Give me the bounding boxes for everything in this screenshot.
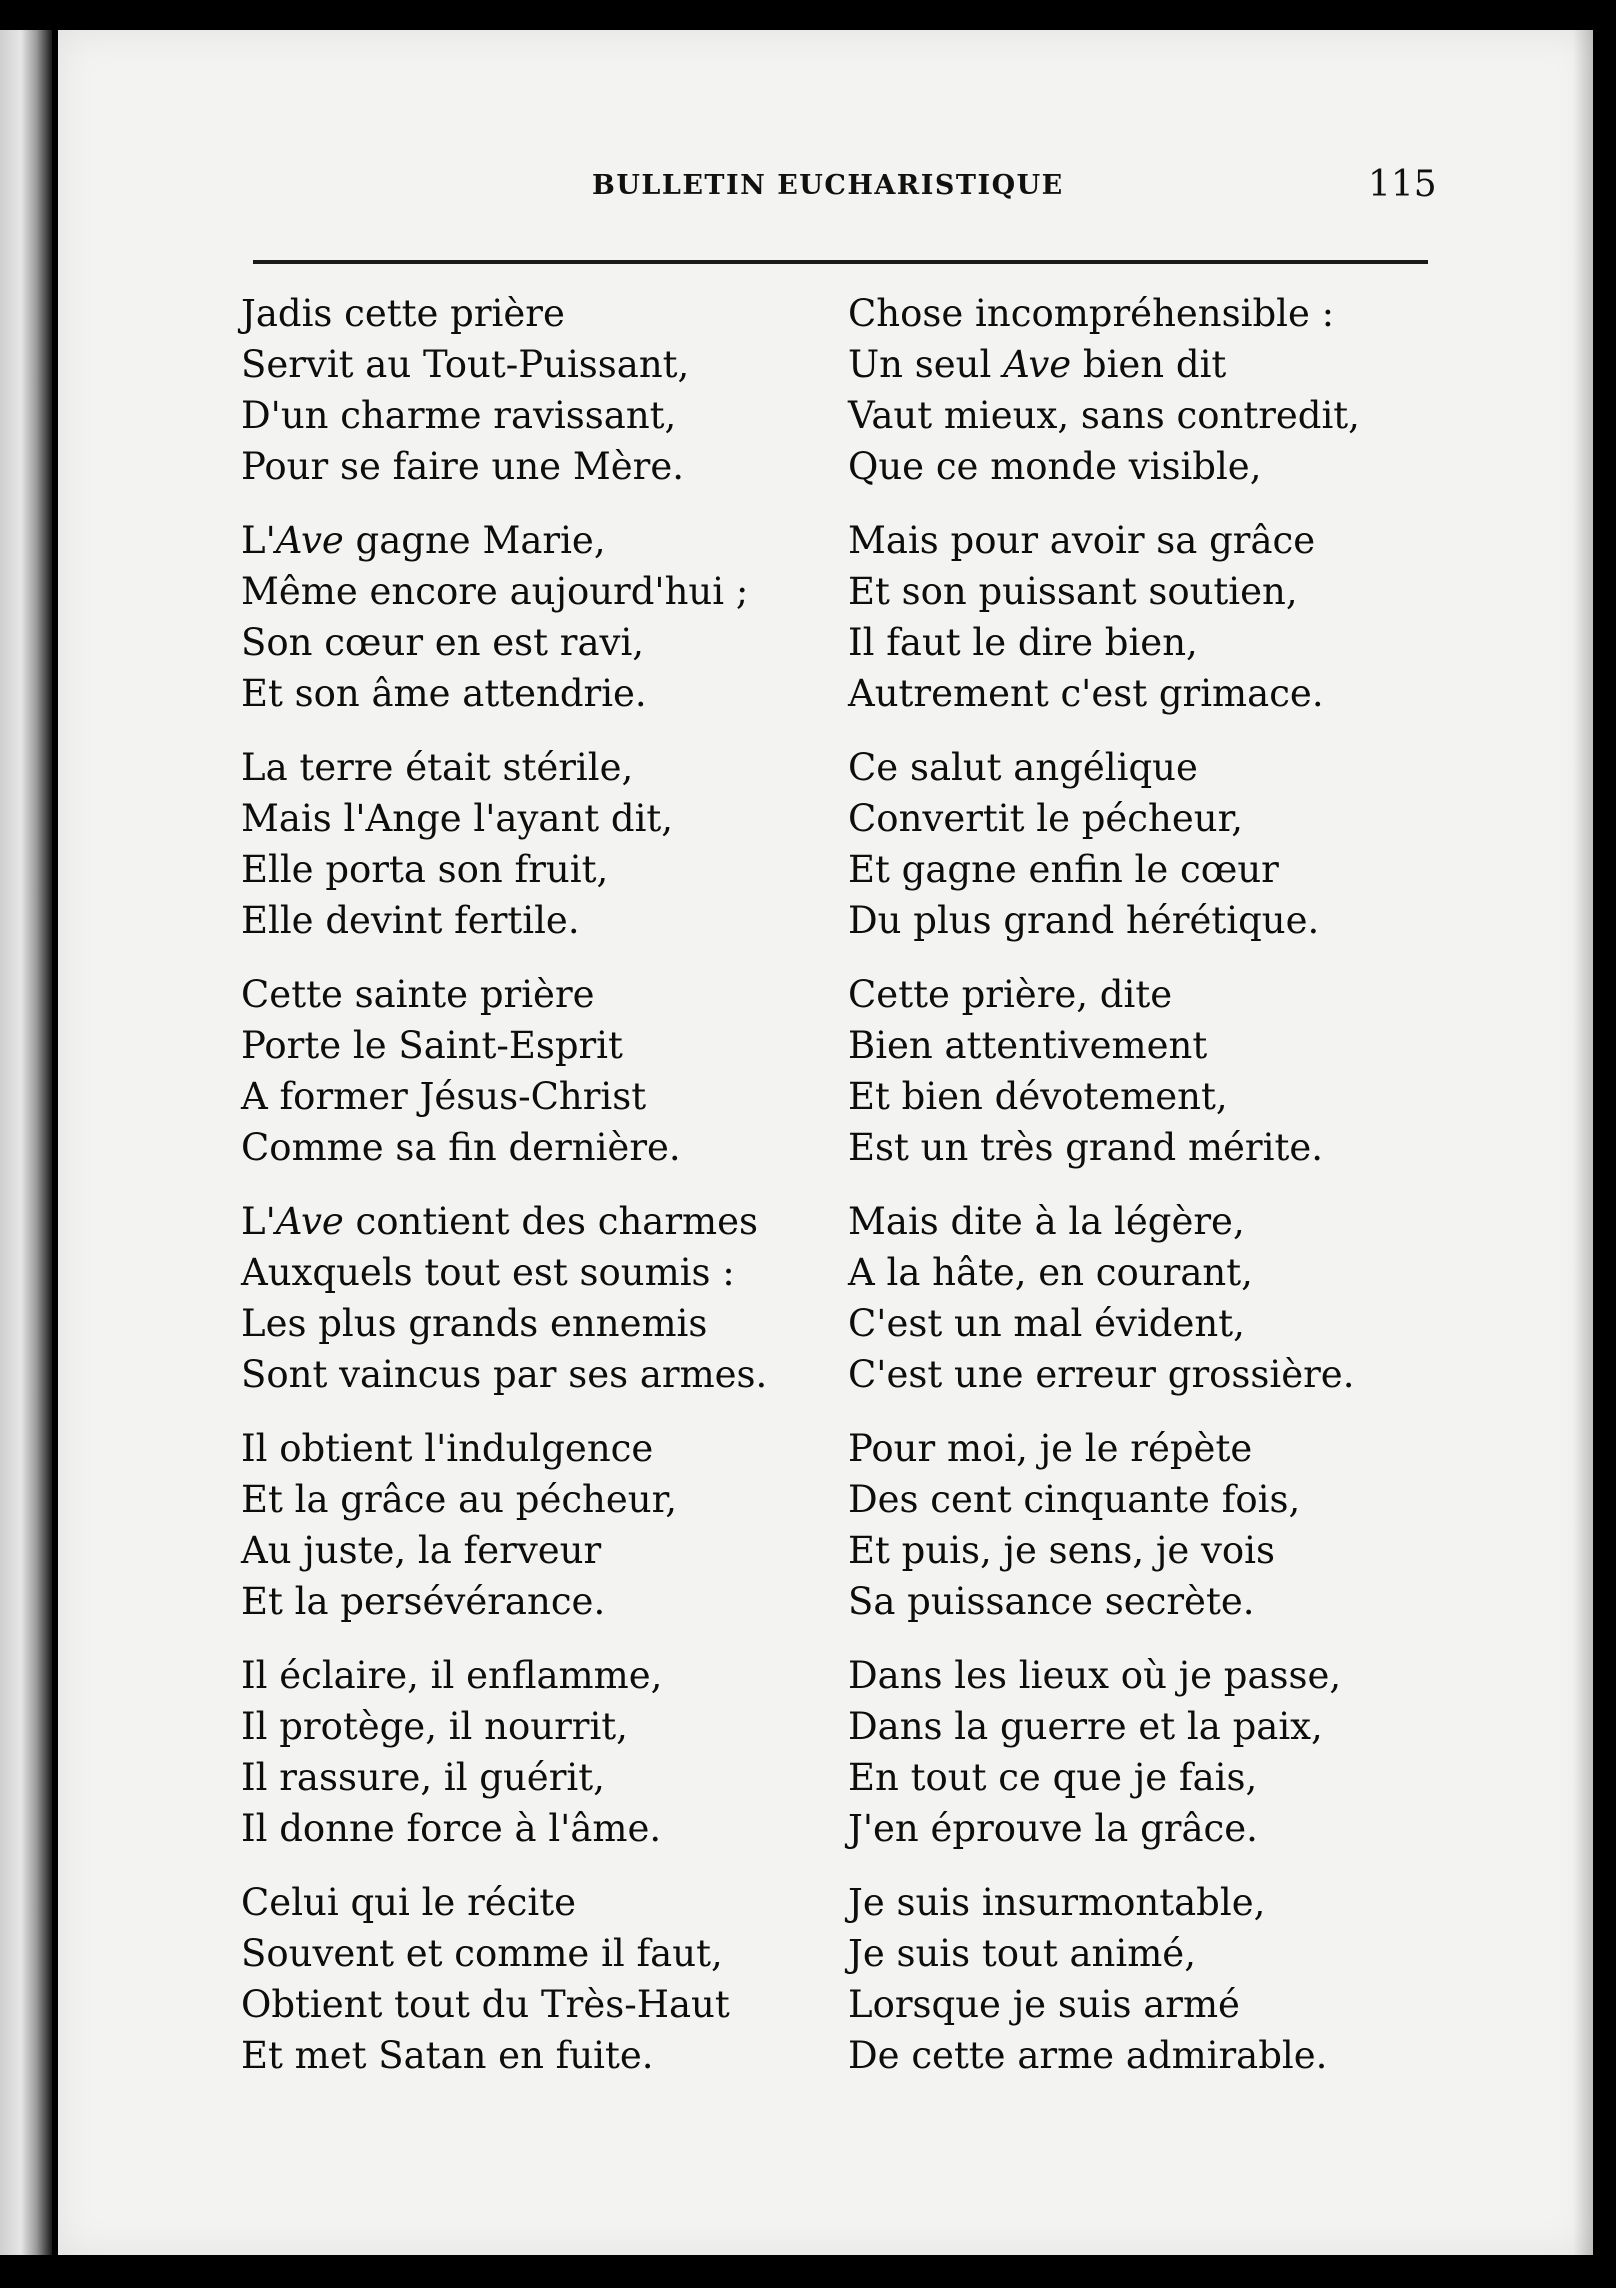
verse-line: Sa puissance secrète. xyxy=(848,1580,1255,1623)
verse-line: L'Ave gagne Marie, xyxy=(241,519,606,562)
verse-line: Elle porta son fruit, xyxy=(241,848,609,891)
verse-line: Mais pour avoir sa grâce xyxy=(848,519,1316,562)
verse-line: Vaut mieux, sans contredit, xyxy=(848,394,1360,437)
verse-line: Cette prière, dite xyxy=(848,973,1173,1016)
verse-line: La terre était stérile, xyxy=(241,746,634,789)
verse-line: Au juste, la ferveur xyxy=(241,1529,602,1572)
verse-line: Mais l'Ange l'ayant dit, xyxy=(241,797,674,840)
verse-line: De cette arme admirable. xyxy=(848,2034,1328,2077)
verse-line: Cette sainte prière xyxy=(241,973,595,1016)
verse-line: Son cœur en est ravi, xyxy=(241,621,645,664)
stanza-right-1 xyxy=(848,288,1428,492)
verse-line: Servit au Tout-Puissant, xyxy=(241,343,690,386)
verse-line: Auxquels tout est soumis : xyxy=(241,1251,735,1294)
verse-line: Et bien dévotement, xyxy=(848,1075,1228,1118)
verse-line: C'est une erreur grossière. xyxy=(848,1353,1355,1396)
verse-line: Il éclaire, il enflamme, xyxy=(241,1654,663,1697)
verse-line: Et gagne enfin le cœur xyxy=(848,848,1279,891)
verse-line: Pour moi, je le répète xyxy=(848,1427,1253,1470)
verse-line: Elle devint fertile. xyxy=(241,899,580,942)
verse-line: Il rassure, il guérit, xyxy=(241,1756,605,1799)
verse-line: En tout ce que je fais, xyxy=(848,1756,1258,1799)
verse-line: Jadis cette prière xyxy=(241,292,565,335)
stanza-left-6 xyxy=(241,1423,821,1627)
stanza-left-7 xyxy=(241,1650,821,1854)
verse-line: Et son puissant soutien, xyxy=(848,570,1298,613)
stanza-right-8 xyxy=(848,1877,1428,2081)
verse-line: Du plus grand hérétique. xyxy=(848,899,1320,942)
stanza-left-4 xyxy=(241,969,821,1173)
verse-line: A former Jésus-Christ xyxy=(241,1075,647,1118)
verse-line: Mais dite à la légère, xyxy=(848,1200,1245,1243)
verse-line: Ce salut angélique xyxy=(848,746,1198,789)
stanza-right-2 xyxy=(848,515,1428,719)
running-title: BULLETIN EUCHARISTIQUE xyxy=(592,170,1064,201)
verse-line: Obtient tout du Très-Haut xyxy=(241,1983,730,2026)
stanza-left-8 xyxy=(241,1877,821,2081)
verse-line: Souvent et comme il faut, xyxy=(241,1932,723,1975)
stanza-right-6 xyxy=(848,1423,1428,1627)
verse-line: D'un charme ravissant, xyxy=(241,394,677,437)
verse-line: Dans les lieux où je passe, xyxy=(848,1654,1342,1697)
verse-line: Un seul Ave bien dit xyxy=(848,343,1227,386)
verse-line: Chose incompréhensible : xyxy=(848,292,1335,335)
stanza-left-5 xyxy=(241,1196,821,1400)
verse-line: Convertit le pécheur, xyxy=(848,797,1243,840)
verse-line: A la hâte, en courant, xyxy=(848,1251,1253,1294)
stanza-right-5 xyxy=(848,1196,1428,1400)
verse-line: Porte le Saint-Esprit xyxy=(241,1024,623,1067)
verse-line: Les plus grands ennemis xyxy=(241,1302,708,1345)
running-head xyxy=(58,164,1593,226)
verse-line: Et la persévérance. xyxy=(241,1580,606,1623)
verse-line: Des cent cinquante fois, xyxy=(848,1478,1301,1521)
verse-line: Sont vaincus par ses armes. xyxy=(241,1353,768,1396)
verse-line: Il protège, il nourrit, xyxy=(241,1705,628,1748)
verse-line: Dans la guerre et la paix, xyxy=(848,1705,1323,1748)
poem-right-column xyxy=(848,288,1428,2104)
verse-line: Je suis insurmontable, xyxy=(848,1881,1266,1924)
verse-line: Celui qui le récite xyxy=(241,1881,576,1924)
stanza-right-4 xyxy=(848,969,1428,1173)
verse-line: Il faut le dire bien, xyxy=(848,621,1198,664)
verse-line: Et la grâce au pécheur, xyxy=(241,1478,677,1521)
verse-line: Il obtient l'indulgence xyxy=(241,1427,654,1470)
verse-line: Comme sa fin dernière. xyxy=(241,1126,681,1169)
verse-line: Je suis tout animé, xyxy=(848,1932,1196,1975)
stanza-left-1 xyxy=(241,288,821,492)
stanza-left-2 xyxy=(241,515,821,719)
verse-line: Que ce monde visible, xyxy=(848,445,1262,488)
stanza-right-7 xyxy=(848,1650,1428,1854)
verse-line: Et met Satan en fuite. xyxy=(241,2034,654,2077)
poem-left-column xyxy=(241,288,821,2104)
verse-line: Il donne force à l'âme. xyxy=(241,1807,662,1850)
verse-line: J'en éprouve la grâce. xyxy=(848,1807,1258,1850)
verse-line: Pour se faire une Mère. xyxy=(241,445,684,488)
verse-line: Même encore aujourd'hui ; xyxy=(241,570,749,613)
verse-line: C'est un mal évident, xyxy=(848,1302,1245,1345)
page-number: 115 xyxy=(1368,164,1437,205)
verse-line: Autrement c'est grimace. xyxy=(848,672,1324,715)
stanza-right-3 xyxy=(848,742,1428,946)
header-rule xyxy=(253,260,1428,264)
verse-line: Est un très grand mérite. xyxy=(848,1126,1323,1169)
facing-page-edge xyxy=(0,30,52,2255)
verse-line: Bien attentivement xyxy=(848,1024,1208,1067)
verse-line: Lorsque je suis armé xyxy=(848,1983,1240,2026)
verse-line: L'Ave contient des charmes xyxy=(241,1200,759,1243)
verse-line: Et puis, je sens, je vois xyxy=(848,1529,1275,1572)
stanza-left-3 xyxy=(241,742,821,946)
book-page xyxy=(58,30,1593,2255)
verse-line: Et son âme attendrie. xyxy=(241,672,647,715)
